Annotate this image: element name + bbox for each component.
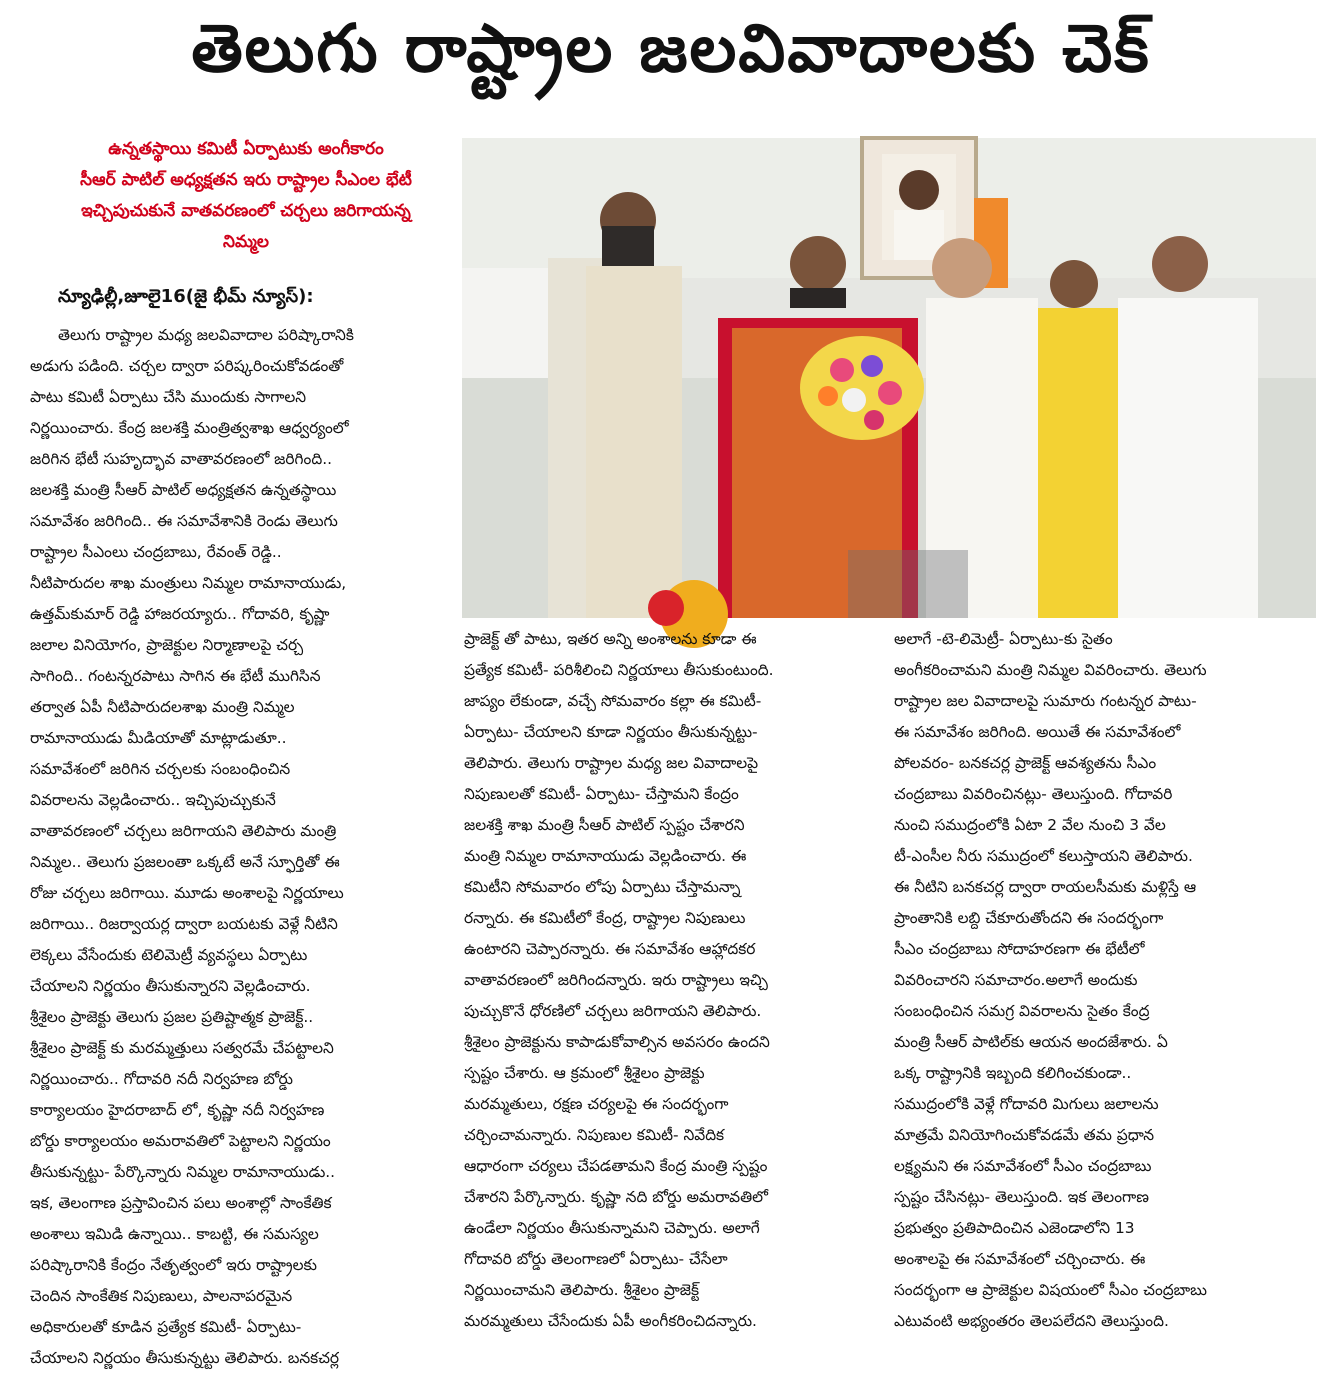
text-line: సముద్రంలోకి వెళ్లే గోదావరి మిగులు జలాలను: [894, 1095, 1159, 1113]
text-line: సంబంధించిన సమగ్ర వివరాలను సైతం కేంద్ర: [894, 1002, 1150, 1020]
text-line: ఈ నీటిని బనకచర్ల ద్వారా రాయలసీమకు మళ్లిస్తే ఆ: [894, 878, 1197, 896]
text-line: చేయాలని నిర్ణయం తీసుకున్నారని వెల్లడించారు.: [30, 977, 311, 995]
text-line: స్పష్టం చేశారు. ఆ క్రమంలో శ్రీశైలం ప్రాజెక్టు: [464, 1064, 705, 1082]
text-line: అంగీకరించామని మంత్రి నిమ్మల వివరించారు. తెలుగు: [894, 661, 1207, 679]
sub-headline: ఉన్నతస్థాయి కమిటీ ఏర్పాటుకు అంగీకారం: [108, 139, 384, 159]
text-line: జలాల వినియోగం, ప్రాజెక్టుల నిర్మాణాలపై చర్చ: [30, 636, 304, 654]
text-line: ప్రభుత్వం ప్రతిపాదించిన ఎజెండాలోని 13: [894, 1219, 1135, 1237]
text-line: అలాగే -టె-లిమెట్రీ- ఏర్పాటు-కు సైతం: [894, 630, 1113, 648]
text-line: పుచ్చుకొనే ధోరణిలో చర్చలు జరిగాయని తెలిపారు.: [464, 1002, 762, 1020]
text-line: జలశక్తి శాఖ మంత్రి సీఆర్ పాటిల్ స్పష్టం చేశారని: [464, 816, 745, 834]
text-line: ఉత్తమ్‌కుమార్ రెడ్డి హాజరయ్యారు.. గోదావరి, కృష్ణా: [30, 605, 330, 623]
article-column-1: [30, 320, 454, 1374]
text-line: నిర్ణయించారు. కేంద్ర జలశక్తి మంత్రిత్వశాఖ ఆధ్వర్యంలో: [30, 419, 349, 437]
text-line: నిర్ణయించామని తెలిపారు. శ్రీశైలం ప్రాజెక్ట్: [464, 1281, 700, 1299]
text-line: తెలుగు రాష్ట్రాల మధ్య జలవివాదాల పరిష్కారానికి: [58, 326, 354, 344]
text-line: తెలిపారు. తెలుగు రాష్ట్రాల మధ్య జల వివాదాలపై: [464, 754, 759, 772]
news-photo: [462, 138, 1316, 618]
text-line: వివరాలను వెల్లడించారు.. ఇచ్చిపుచ్చుకునే: [30, 791, 276, 809]
text-line: రాష్ట్రాల జల వివాదాలపై సుమారు గంటన్నర పాటు-: [894, 692, 1197, 710]
dateline: న్యూఢిల్లీ,జూలై16(జై భీమ్ న్యూస్):: [58, 286, 314, 307]
text-line: లక్ష్యమని ఈ సమావేశంలో సీఎం చంద్రబాబు: [894, 1157, 1152, 1175]
text-line: అధికారులతో కూడిన ప్రత్యేక కమిటీ- ఏర్పాటు-: [30, 1318, 302, 1336]
text-line: ప్రాజెక్ట్ తో పాటు, ఇతర అన్ని అంశాలను కూడా ఈ: [464, 630, 757, 648]
text-line: నిపుణులతో కమిటీ- ఏర్పాటు- చేస్తామని కేంద్రం: [464, 785, 739, 803]
text-line: శ్రీశైలం ప్రాజెక్ట్ కు మరమ్మత్తులు సత్వరమే చేపట్టాలని: [30, 1039, 334, 1057]
sub-headline: ఇచ్చిపుచుకునే వాతవరణంలో చర్చలు జరిగాయన్న: [81, 201, 411, 221]
text-line: అంశాలు ఇమిడి ఉన్నాయి.. కాబట్టి, ఈ సమస్యల: [30, 1225, 319, 1243]
text-line: చర్చించామన్నారు. నిపుణుల కమిటీ- నివేదిక: [464, 1126, 725, 1144]
photo-illustration: [462, 138, 1316, 618]
text-line: ఉంటారని చెప్పారన్నారు. ఈ సమావేశం ఆహ్లాదకర: [464, 940, 756, 958]
text-line: నిమ్మల.. తెలుగు ప్రజలంతా ఒక్కటే అనే స్ఫూర్తితో ఈ: [30, 853, 340, 871]
text-line: రాష్ట్రాల సీఎంలు చంద్రబాబు, రేవంత్ రెడ్డి..: [30, 543, 282, 561]
text-line: గోదావరి బోర్డు తెలంగాణలో ఏర్పాటు- చేసేలా: [464, 1250, 728, 1268]
text-line: వాతావరణంలో చర్చలు జరిగాయని తెలిపారు మంత్రి: [30, 822, 337, 840]
text-line: నుంచి సముద్రంలోకి ఏటా 2 వేల నుంచి 3 వేల: [894, 816, 1166, 834]
text-line: మంత్రి నిమ్మల రామానాయుడు వెల్లడించారు. ఈ: [464, 847, 747, 865]
text-line: మరమ్మతులు చేసేందుకు ఏపీ అంగీకరించిదన్నారు.: [464, 1312, 757, 1330]
text-line: పాటు కమిటీ ఏర్పాటు చేసి ముందుకు సాగాలని: [30, 388, 307, 406]
article-column-2: [464, 624, 874, 1337]
text-line: ప్రాంతానికి లబ్ది చేకూరుతోందని ఈ సందర్భంగా: [894, 909, 1164, 927]
text-line: పరిష్కారానికి కేంద్రం నేతృత్వంలో ఇరు రాష్ట్రాలకు: [30, 1256, 317, 1274]
text-line: ఉండేలా నిర్ణయం తీసుకున్నామని చెప్పారు. అలాగే: [464, 1219, 760, 1237]
text-line: చేశారని పేర్కొన్నారు. కృష్ణా నది బోర్డు అమరావతిలో: [464, 1188, 768, 1206]
text-line: చేయాలని నిర్ణయం తీసుకున్నట్టు తెలిపారు. బనకచర్ల: [30, 1349, 340, 1367]
text-line: కార్యాలయం హైదరాబాద్ లో, కృష్ణా నదీ నిర్వహణ: [30, 1101, 325, 1119]
text-line: ప్రత్యేక కమిటీ- పరిశీలించి నిర్ణయాలు తీసుకుంటుంది.: [464, 661, 774, 679]
sub-headlines: [40, 134, 452, 258]
text-line: వాతావరణంలో జరిగిందన్నారు. ఇరు రాష్ట్రాలు ఇచ్చి: [464, 971, 768, 989]
text-line: సమావేశం జరిగింది.. ఈ సమావేశానికి రెండు తెలుగు: [30, 512, 338, 530]
sub-headline: సీఆర్ పాటిల్ అధ్యక్షతన ఇరు రాష్ట్రాల సీఎంల భేటీ: [80, 170, 412, 190]
text-line: ఈ సమావేశం జరిగింది. అయితే ఈ సమావేశంలో: [894, 723, 1181, 741]
text-line: నిర్ణయించారు.. గోదావరి నదీ నిర్వహణ బోర్డు: [30, 1070, 293, 1088]
text-line: శ్రీశైలం ప్రాజెక్టు తెలుగు ప్రజల ప్రతిష్టాత్మక ప్రాజెక్ట్..: [30, 1008, 314, 1026]
sub-headline: నిమ్మల: [223, 232, 269, 252]
text-line: జరిగాయి.. రిజర్వాయర్ల ద్వారా బయటకు వెళ్లే నీటిని: [30, 915, 338, 933]
text-line: రోజు చర్చలు జరిగాయి. మూడు అంశాలపై నిర్ణయాలు: [30, 884, 344, 902]
text-line: సాగింది.. గంటన్నరపాటు సాగిన ఈ భేటీ ముగిసిన: [30, 667, 321, 685]
text-line: శ్రీశైలం ప్రాజెక్టును కాపాడుకోవాల్సిన అవసరం ఉందని: [464, 1033, 770, 1051]
text-line: ఏర్పాటు- చేయాలని కూడా నిర్ణయం తీసుకున్నట్టు-: [464, 723, 758, 741]
text-line: కమిటీని సోమవారం లోపు ఏర్పాటు చేస్తామన్నా: [464, 878, 741, 896]
text-line: మంత్రి సీఆర్ పాటిల్‌కు ఆయన అందజేశారు. ఏ: [894, 1033, 1168, 1051]
text-line: అంశాలపై ఈ సమావేశంలో చర్చించారు. ఈ: [894, 1250, 1146, 1268]
text-line: ఆధారంగా చర్యలు చేపడతామని కేంద్ర మంత్రి స్పష్టం: [464, 1157, 768, 1175]
text-line: చంద్రబాబు వివరించినట్లు- తెలుస్తుంది. గోదావరి: [894, 785, 1173, 803]
text-line: సమావేశంలో జరిగిన చర్చలకు సంబంధించిన: [30, 760, 291, 778]
text-line: అడుగు పడింది. చర్చల ద్వారా పరిష్కరించుకోవడంతో: [30, 357, 344, 375]
text-line: రామానాయుడు మీడియాతో మాట్లాడుతూ..: [30, 729, 287, 747]
text-line: రన్నారు. ఈ కమిటీలో కేంద్ర, రాష్ట్రాల నిపుణులు: [464, 909, 746, 927]
text-line: ఒక్క రాష్ట్రానికి ఇబ్బంది కలిగించకుండా..: [894, 1064, 1132, 1082]
headline: తెలుగు రాష్ట్రాల జలవివాదాలకు చెక్: [191, 9, 1151, 87]
text-line: బోర్డు కార్యాలయం అమరావతిలో పెట్టాలని నిర్ణయం: [30, 1132, 331, 1150]
text-line: లెక్కలు వేసేందుకు టెలిమెట్రీ వ్యవస్థలు ఏర్పాటు: [30, 946, 308, 964]
article-column-3: [894, 624, 1316, 1337]
text-line: చెందిన సాంకేతిక నిపుణులు, పాలనాపరమైన: [30, 1287, 293, 1305]
text-line: టీ-ఎంసీల నీరు సముద్రంలో కలుస్తాయని తెలిపారు.: [894, 847, 1193, 865]
text-line: జరిగిన భేటీ సుహృద్భావ వాతావరణంలో జరిగింది..: [30, 450, 332, 468]
text-line: జాప్యం లేకుండా, వచ్చే సోమవారం కల్లా ఈ కమిటీ-: [464, 692, 762, 710]
text-line: సీఎం చంద్రబాబు సోదాహరణగా ఈ భేటీలో: [894, 940, 1145, 958]
text-line: స్పష్టం చేసినట్లు- తెలుస్తుంది. ఇక తెలంగాణ: [894, 1188, 1149, 1206]
text-line: వివరించారని సమాచారం.అలాగే అందుకు: [894, 971, 1138, 989]
text-line: ఎటువంటి అభ్యంతరం తెలపలేదని తెలుస్తుంది.: [894, 1312, 1169, 1330]
text-line: సందర్భంగా ఆ ప్రాజెక్టుల విషయంలో సీఎం చంద్రబాబు: [894, 1281, 1207, 1299]
text-line: మాత్రమే వినియోగించుకోవడమే తమ ప్రధాన: [894, 1126, 1155, 1144]
text-line: ఇక, తెలంగాణ ప్రస్తావించిన పలు అంశాల్లో సాంకేతిక: [30, 1194, 332, 1212]
text-line: నీటిపారుదల శాఖ మంత్రులు నిమ్మల రామానాయుడు,: [30, 574, 347, 592]
text-line: తీసుకున్నట్టు- పేర్కొన్నారు నిమ్మల రామానాయుడు..: [30, 1163, 336, 1181]
text-line: జలశక్తి మంత్రి సీఆర్ పాటిల్ అధ్యక్షతన ఉన్నతస్థాయి: [30, 481, 337, 499]
text-line: పోలవరం- బనకచర్ల ప్రాజెక్ట్ ఆవశ్యతను సీఎం: [894, 754, 1157, 772]
text-line: మరమ్మతులు, రక్షణ చర్యలపై ఈ సందర్భంగా: [464, 1095, 729, 1113]
text-line: తర్వాత ఏపీ నీటిపారుదలశాఖ మంత్రి నిమ్మల: [30, 698, 295, 716]
